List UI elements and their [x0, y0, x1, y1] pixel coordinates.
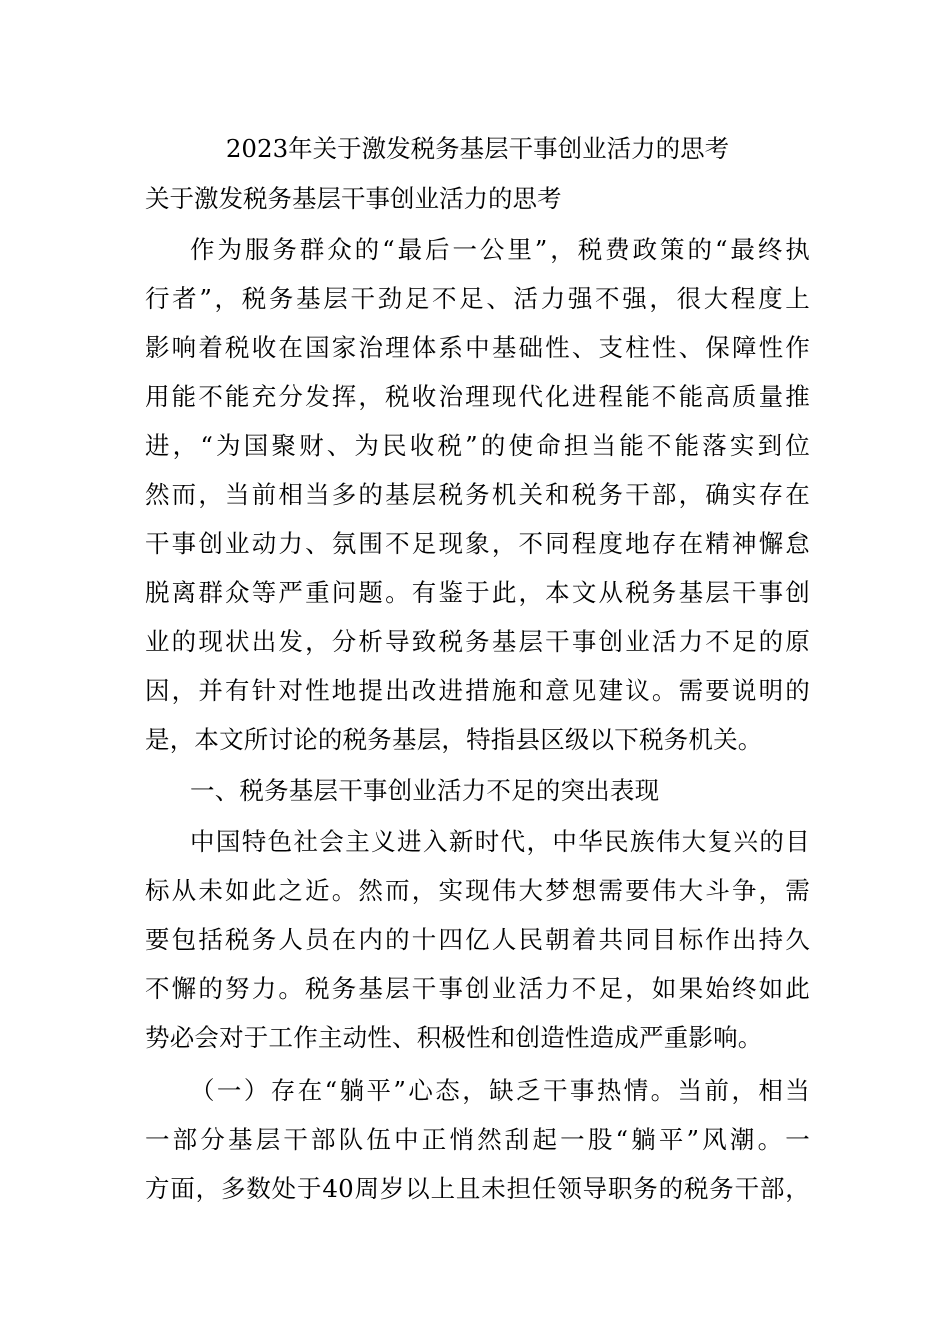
paragraph-line: 势必会对于工作主动性、积极性和创造性造成严重影响。: [145, 1023, 763, 1052]
section-heading: 一、税务基层干事创业活力不足的突出表现: [190, 776, 660, 805]
paragraph-line: 一部分基层干部队伍中正悄然刮起一股“躺平”风潮。一: [145, 1125, 810, 1154]
paragraph-line: 脱离群众等严重问题。有鉴于此，本文从税务基层干事创: [145, 578, 810, 607]
paragraph-line: 中国特色社会主义进入新时代，中华民族伟大复兴的目: [190, 827, 810, 856]
paragraph-line: 进，“为国聚财、为民收税”的使命担当能不能落实到位: [145, 431, 810, 460]
paragraph-line: 标从未如此之近。然而，实现伟大梦想需要伟大斗争，需: [145, 876, 810, 905]
paragraph-line: 方面，多数处于40周岁以上且未担任领导职务的税务干部，: [145, 1174, 810, 1203]
paragraph-line: 干事创业动力、氛围不足现象，不同程度地存在精神懈怠: [145, 529, 810, 558]
paragraph-line: （一）存在“躺平”心态，缺乏干事热情。当前，相当: [190, 1076, 810, 1105]
paragraph-line: 行者”，税务基层干劲足不足、活力强不强，很大程度上: [145, 284, 810, 313]
document-subtitle: 关于激发税务基层干事创业活力的思考: [145, 184, 562, 213]
paragraph-line: 因，并有针对性地提出改进措施和意见建议。需要说明的: [145, 676, 810, 705]
paragraph-line: 作为服务群众的“最后一公里”，税费政策的“最终执: [190, 235, 810, 264]
paragraph-line: 不懈的努力。税务基层干事创业活力不足，如果始终如此: [145, 974, 810, 1003]
paragraph-line: 业的现状出发，分析导致税务基层干事创业活力不足的原: [145, 627, 810, 656]
paragraph-line: 影响着税收在国家治理体系中基础性、支柱性、保障性作: [145, 333, 810, 362]
paragraph-line: 然而，当前相当多的基层税务机关和税务干部，确实存在: [145, 480, 810, 509]
document-title: 2023年关于激发税务基层干事创业活力的思考: [225, 134, 730, 163]
paragraph-line: 要包括税务人员在内的十四亿人民朝着共同目标作出持久: [145, 925, 810, 954]
paragraph-line: 用能不能充分发挥，税收治理现代化进程能不能高质量推: [145, 382, 810, 411]
paragraph-line: 是，本文所讨论的税务基层，特指县区级以下税务机关。: [145, 725, 763, 754]
